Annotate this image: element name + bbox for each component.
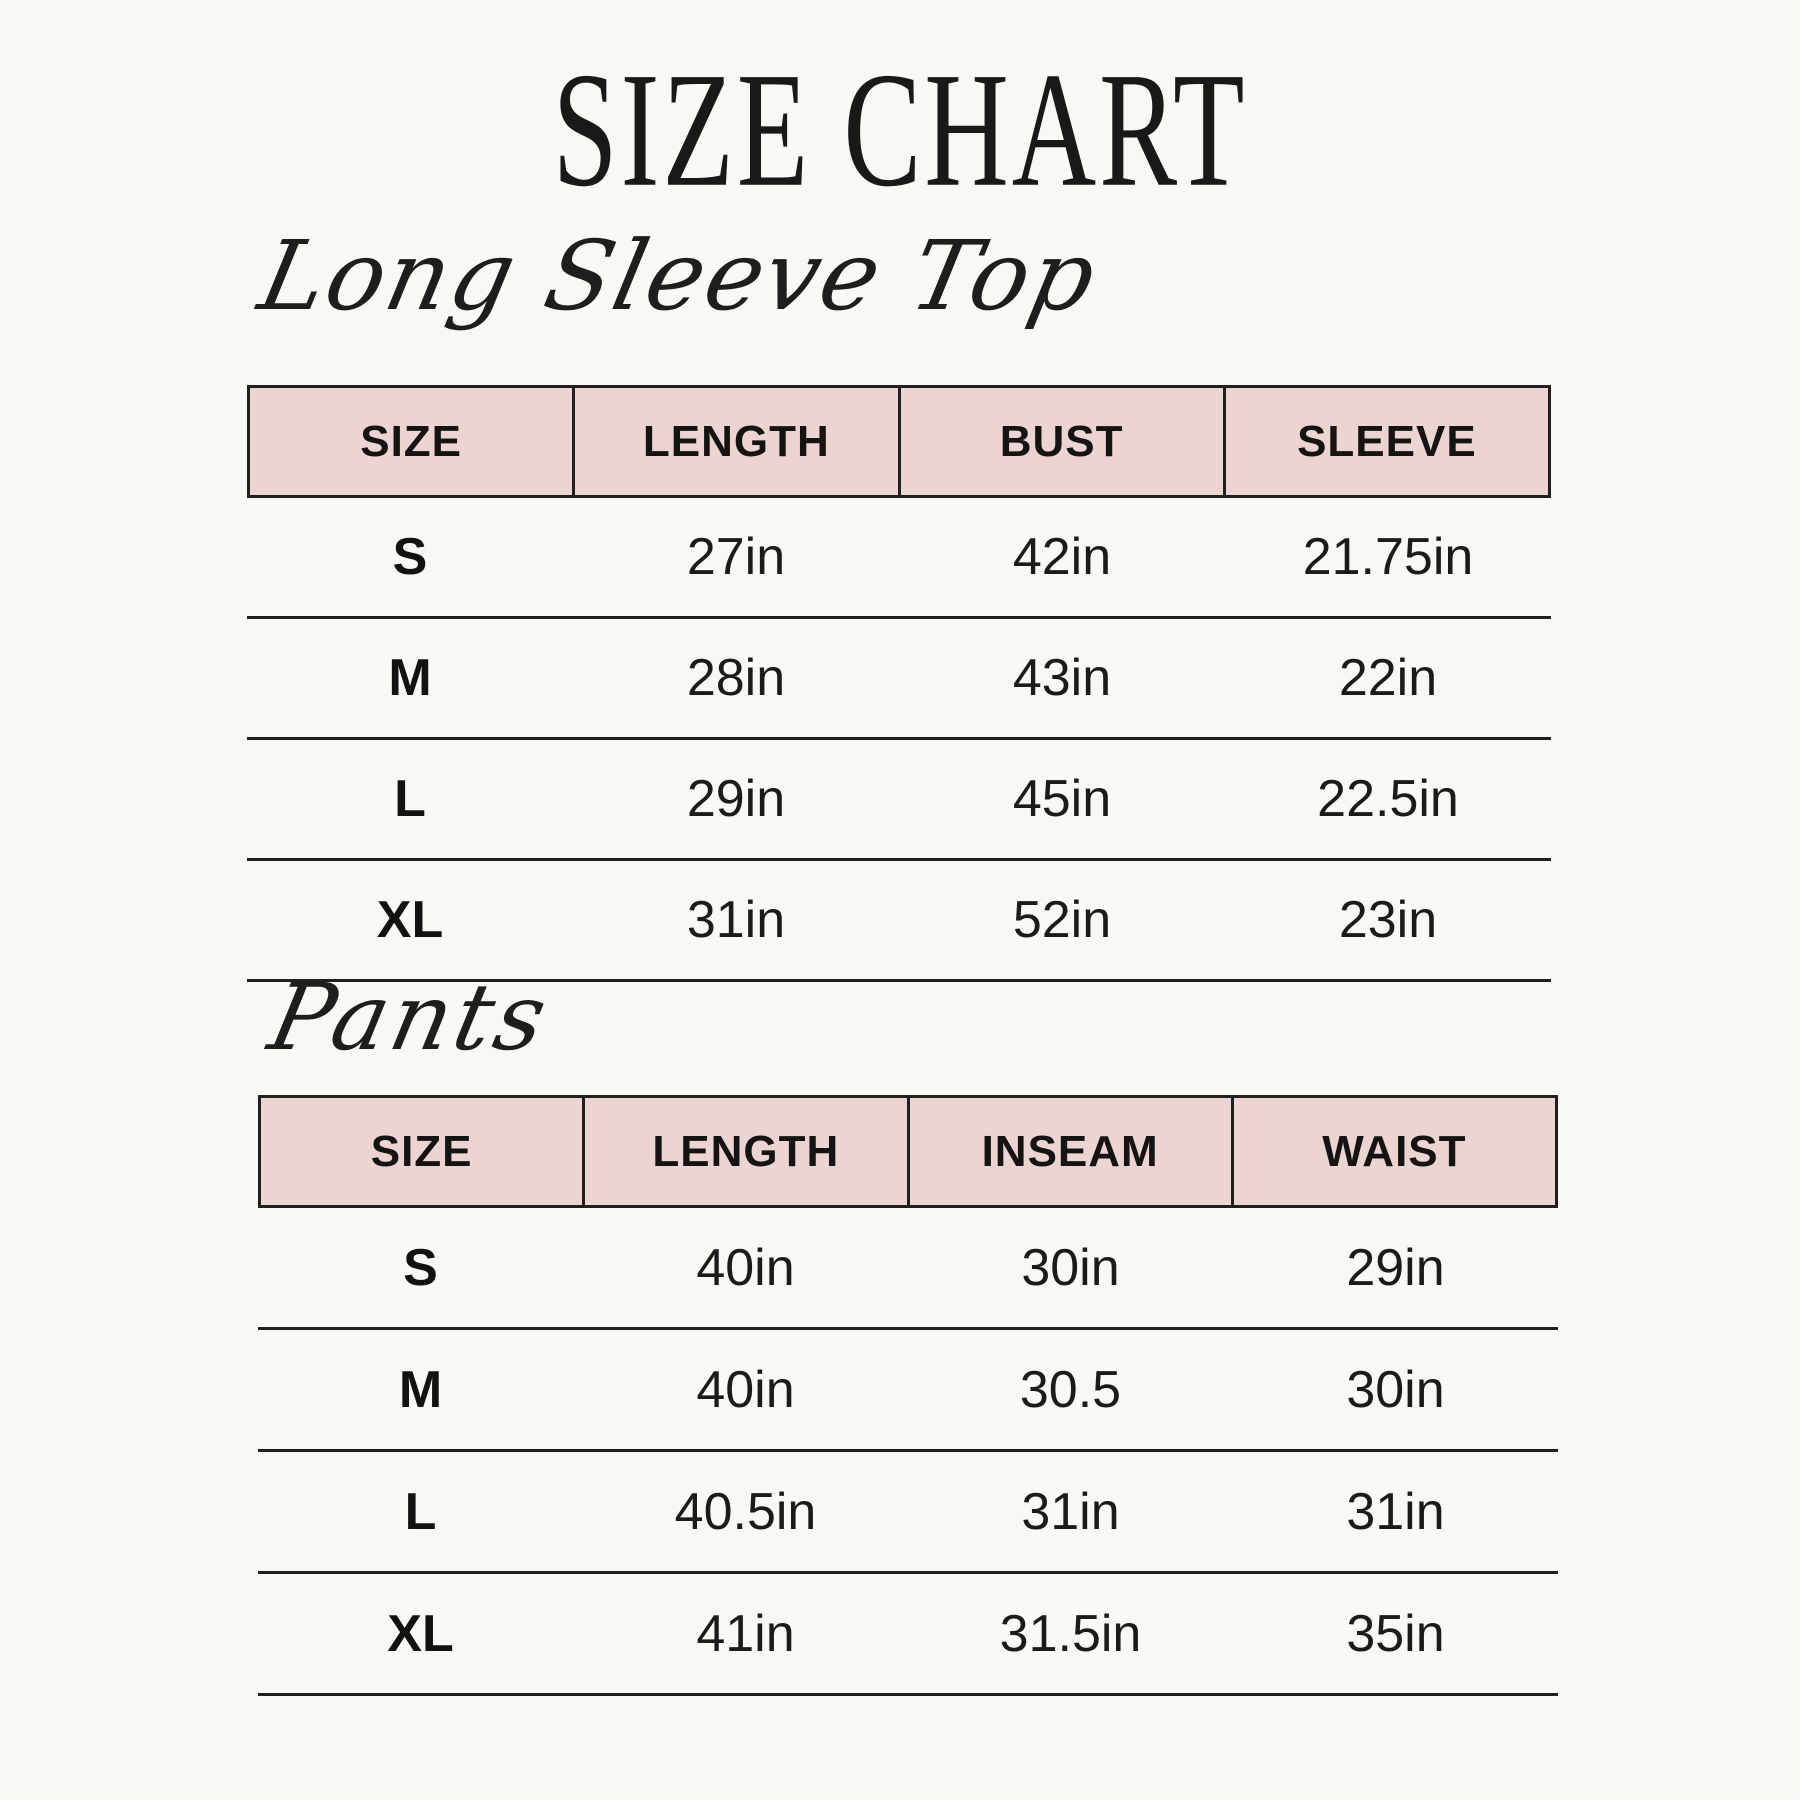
bust-value: 52in xyxy=(1012,891,1112,949)
bust-value: 43in xyxy=(1012,649,1112,707)
length-value: 28in xyxy=(686,649,786,707)
size-label: M xyxy=(388,649,432,707)
size-label: S xyxy=(392,528,428,586)
page-title: SIZE CHART xyxy=(552,39,1248,222)
table-row xyxy=(258,1574,1558,1696)
sleeve-value: 23in xyxy=(1338,891,1438,949)
long-sleeve-top-heading: Long Sleeve Top xyxy=(250,220,1107,332)
table-row xyxy=(258,1452,1558,1574)
inseam-value: 30in xyxy=(1021,1238,1120,1297)
bust-value: 45in xyxy=(1012,770,1112,828)
length-value: 40in xyxy=(696,1238,795,1297)
column-header-length: LENGTH xyxy=(572,388,897,495)
size-label: XL xyxy=(376,891,444,949)
waist-value: 35in xyxy=(1346,1604,1445,1663)
size-label: XL xyxy=(387,1604,454,1663)
column-header-bust: BUST xyxy=(898,388,1223,495)
table-row xyxy=(247,498,1551,619)
column-header-length: LENGTH xyxy=(582,1098,906,1205)
pants-header-row xyxy=(258,1095,1558,1208)
length-value: 40in xyxy=(696,1360,795,1419)
length-value: 27in xyxy=(686,528,786,586)
bust-value: 42in xyxy=(1012,528,1112,586)
pants-table xyxy=(258,1095,1558,1696)
sleeve-value: 22.5in xyxy=(1317,770,1459,828)
waist-value: 31in xyxy=(1346,1482,1445,1541)
table-row xyxy=(258,1208,1558,1330)
size-label: S xyxy=(403,1238,438,1297)
waist-value: 29in xyxy=(1346,1238,1445,1297)
length-value: 40.5in xyxy=(674,1482,817,1541)
sleeve-value: 21.75in xyxy=(1302,528,1474,586)
column-header-size: SIZE xyxy=(360,416,463,466)
size-label: L xyxy=(404,1482,437,1541)
inseam-value: 31in xyxy=(1021,1482,1120,1541)
column-header-inseam: INSEAM xyxy=(907,1098,1231,1205)
inseam-value: 30.5 xyxy=(1019,1360,1122,1419)
column-header-waist: WAIST xyxy=(1231,1098,1555,1205)
table-row xyxy=(258,1330,1558,1452)
size-label: M xyxy=(398,1360,443,1419)
sleeve-value: 22in xyxy=(1338,649,1438,707)
column-header-size: SIZE xyxy=(370,1126,473,1176)
table-row xyxy=(247,619,1551,740)
long-sleeve-top-header-row xyxy=(247,385,1551,498)
length-value: 31in xyxy=(686,891,786,949)
pants-heading: Pants xyxy=(260,964,560,1071)
inseam-value: 31.5in xyxy=(999,1604,1142,1663)
length-value: 41in xyxy=(696,1604,795,1663)
waist-value: 30in xyxy=(1346,1360,1445,1419)
table-row xyxy=(247,740,1551,861)
long-sleeve-top-table xyxy=(247,385,1551,982)
column-header-sleeve: SLEEVE xyxy=(1223,388,1548,495)
size-label: L xyxy=(394,770,426,828)
length-value: 29in xyxy=(686,770,786,828)
